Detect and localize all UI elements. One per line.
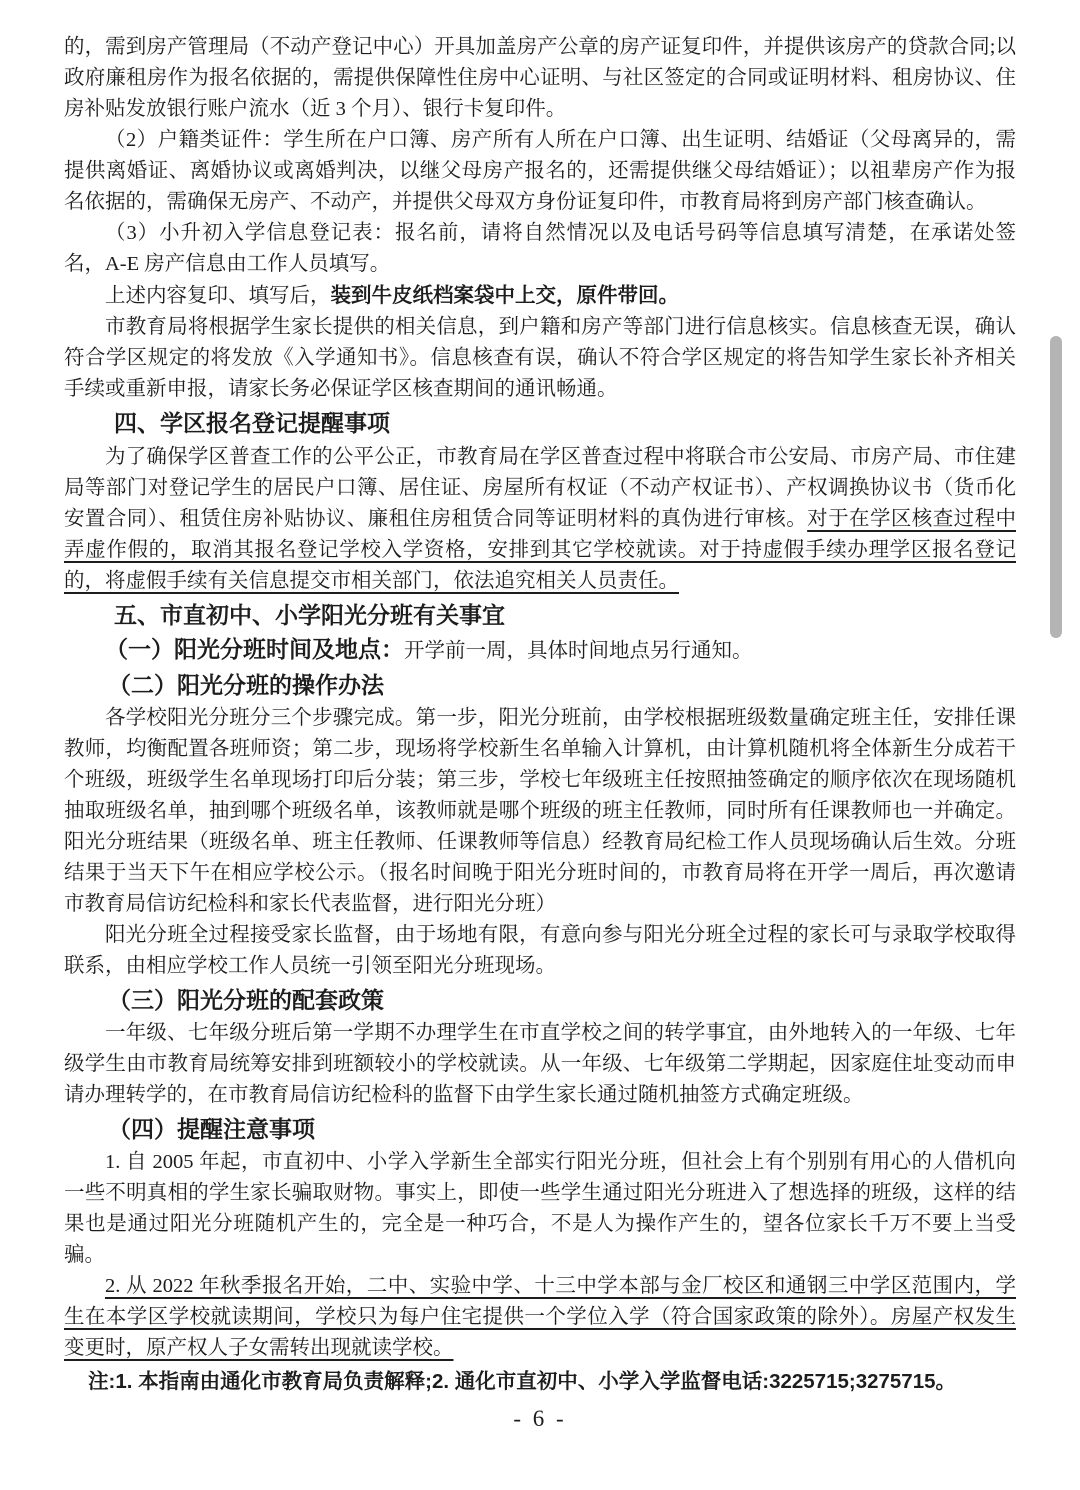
text-run: （3）小升初入学信息登记表：报名前，请将自然情况以及电话号码等信息填写清楚，在承诺处签名，A-E 房产信息由工作人员填写。 [64, 222, 1016, 275]
paragraph-reminder-fraud-warning [64, 1147, 1016, 1271]
paragraph-reminder-one-seat-policy [64, 1271, 1016, 1364]
text-run: 2. 从 2022 年秋季报名开始，二中、实验中学、十三中学本部与金厂校区和通钢三中学区范围内，学生在本学区学校就读期间，学校只为每户住宅提供一个学位入学（符合国家政策的除外）。房屋产权发生变更时，原产权人子女需转出现就读学校。 [64, 1275, 1016, 1359]
text-run: 上述内容复印、填写后， [105, 285, 331, 307]
heading-section-four [64, 407, 1016, 440]
scrollbar-track[interactable] [1050, 0, 1080, 1490]
paragraph-household-registration-docs [64, 125, 1016, 218]
text-run: 五、市直初中、小学阳光分班有关事宜 [114, 602, 505, 628]
heading-sunshine-procedure [64, 669, 1016, 702]
heading-reminders [64, 1113, 1016, 1146]
paragraph-district-verification-warning [64, 442, 1016, 597]
paragraph-transfer-policy [64, 1018, 1016, 1111]
text-run: （二）阳光分班的操作办法 [108, 672, 384, 698]
text-run: 的，需到房产管理局（不动产登记中心）开具加盖房产公章的房产证复印件，并提供该房产的贷款合同;以政府廉租房作为报名依据的，需提供保障性住房中心证明、与社区签定的合同或证明材料、租房协议、住房补贴发放银行账户流水（近 3 个月）、银行卡复印件。 [64, 36, 1016, 120]
text-run: 对于在学区核查过程中弄虚作假的，取消其报名登记学校入学资格，安排到其它学校就读。对于持虚假手续办理学区报名登记的，将虚假手续有关信息提交市相关部门，依法追究相关人员责任。 [64, 508, 1017, 592]
heading-sunshine-time-location [64, 634, 1016, 667]
text-run: 各学校阳光分班分三个步骤完成。第一步，阳光分班前，由学校根据班级数量确定班主任，安排任课教师，均衡配置各班师资；第二步，现场将学校新生名单输入计算机，由计算机随机将全体新生分成若干个班级，班级学生名单现场打印后分装；第三步，学校七年级班主任按照抽签确定的顺序依次在现场随机抽取班级名单，抽到哪个班级名单，该教师就是哪个班级的班主任教师，同时所有任课教师也一并确定。阳光分班结果（班级名单、班主任教师、任课教师等信息）经教育局纪检工作人员现场确认后生效。分班结果于当天下午在相应学校公示。（报名时间晚于阳光分班时间的，市教育局将在开学一周后，再次邀请市教育局信访纪检科和家长代表监督，进行阳光分班） [64, 707, 1016, 915]
paragraph-submission-instruction [64, 280, 1016, 312]
scrollbar-thumb[interactable] [1050, 336, 1062, 638]
text-run: 为了确保学区普查工作的公平公正，市教育局在学区普查过程中将联合市公安局、市房产局、市住建局等部门对登记学生的居民户口簿、居住证、房屋所有权证（不动产权证书）、产权调换协议书（货币化安置合同）、租赁住房补贴协议、廉租住房租赁合同等证明材料的真伪进行审核。 [64, 446, 1016, 530]
text-run: 市教育局将根据学生家长提供的相关信息，到户籍和房产等部门进行信息核实。信息核查无误，确认符合学区规定的将发放《入学通知书》。信息核查有误，确认不符合学区规定的将告知学生家长补齐相关手续或重新申报，请家长务必保证学区核查期间的通讯畅通。 [64, 316, 1016, 400]
text-run: 装到牛皮纸档案袋中上交，原件带回。 [330, 284, 679, 307]
paragraph-parent-supervision [64, 920, 1016, 982]
text-run: （四）提醒注意事项 [108, 1116, 315, 1142]
paragraph-property-docs-continued [64, 32, 1016, 125]
text-run: 一年级、七年级分班后第一学期不办理学生在市直学校之间的转学事宜，由外地转入的一年级、七年级学生由市教育局统筹安排到班额较小的学校就读。从一年级、七年级第二学期起，因家庭住址变动而申请办理转学的，在市教育局信访纪检科的监督下由学生家长通过随机抽签方式确定班级。 [64, 1022, 1016, 1106]
text-run: 开学前一周，具体时间地点另行通知。 [404, 640, 753, 662]
text-run: （三）阳光分班的配套政策 [108, 987, 384, 1013]
note-footer [64, 1366, 1016, 1397]
paragraph-sunshine-steps [64, 703, 1016, 920]
paragraph-enrollment-registration-form [64, 218, 1016, 280]
paragraph-information-verification [64, 312, 1016, 405]
text-run: （一）阳光分班时间及地点： [105, 636, 404, 662]
text-run: 注:1. 本指南由通化市教育局负责解释;2. 通化市直初中、小学入学监督电话:3225715;3275715。 [88, 1370, 957, 1393]
text-run: 阳光分班全过程接受家长监督，由于场地有限，有意向参与阳光分班全过程的家长可与录取学校取得联系，由相应学校工作人员统一引领至阳光分班现场。 [64, 924, 1016, 977]
text-run: （2）户籍类证件：学生所在户口簿、房产所有人所在户口簿、出生证明、结婚证（父母离异的，需提供离婚证、离婚协议或离婚判决，以继父母房产报名的，还需提供继父母结婚证）；以祖辈房产作为报名依据的，需确保无房产、不动产，并提供父母双方身份证复印件，市教育局将到房产部门核查确认。 [64, 129, 1016, 213]
document-content [64, 32, 1016, 1397]
heading-sunshine-policy [64, 984, 1016, 1017]
heading-section-five [64, 599, 1016, 632]
page-number: - 6 - [513, 1406, 567, 1431]
text-run: 1. 自 2005 年起，市直初中、小学入学新生全部实行阳光分班，但社会上有个别别有用心的人借机向一些不明真相的学生家长骗取财物。事实上，即使一些学生通过阳光分班进入了想选择的班级，这样的结果也是通过阳光分班随机产生的，完全是一种巧合，不是人为操作产生的，望各位家长千万不要上当受骗。 [64, 1151, 1016, 1266]
text-run: 四、学区报名登记提醒事项 [114, 410, 390, 436]
